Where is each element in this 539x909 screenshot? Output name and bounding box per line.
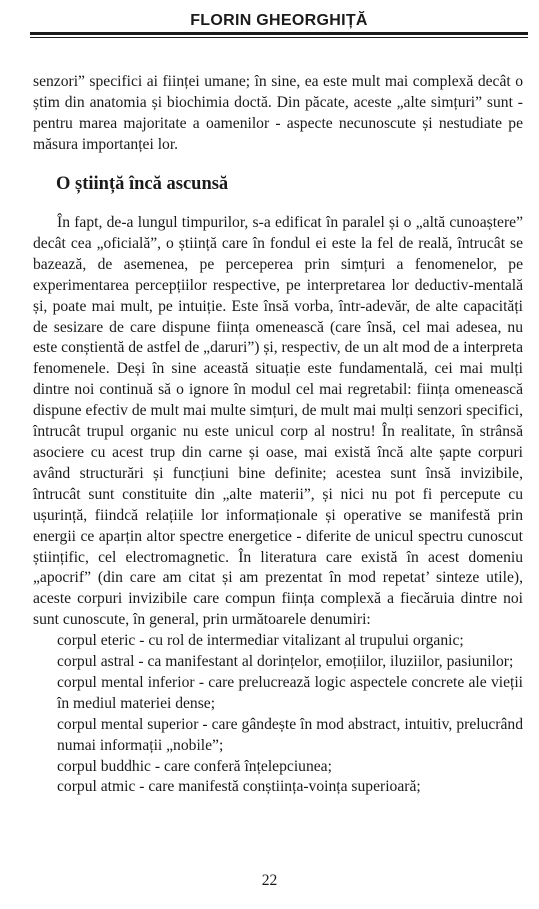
header-rule-thin bbox=[30, 37, 528, 38]
main-paragraph: În fapt, de-a lungul timpurilor, s-a edificat în paralel și o „altă cunoaștere” decât cea „oficială”, o știință care în fondul ei este la fel de reală, întrucât se bazează, de asemenea, pe perceperea prin simțuri a fenomenelor, pe experimentarea percepțiilor respective, pe interpretarea lor deductiv-mentală și, poate mai mult, pe intuiție. Este însă vorba, într-adevăr, de alte capacități de sesizare de care dispune ființa omenească (care însă, cel mai adesea, nu este conștientă de astfel de „daruri”) și, respectiv, de un alt mod de a interpreta fenomenele. Deși în sine această situație este fundamentală, cei mai mulți dintre noi continuă să o ignore în modul cel mai regretabil: ființa omenească dispune efectiv de mult mai multe simțuri, de mult mai mulți senzori specifici, întrucât trupul organic nu este unicul corp al nostru! În realitate, în strânsă asociere cu acest trup din carne și oase, mai există încă alte șapte corpuri având structurări și funcțiuni bine definite; acestea sunt însă invizibile, întrucât sunt constituite din „alte materii”, și nici nu pot fi percepute cu ușurință, fiindcă relațiile lor informaționale și operative se manifestă prin energii ce aparțin altor spectre energetice - diferite de unicul spectru cunoscut științific, cel electromagnetic. În literatura care există în acest domeniu „apocrif” (din care am citat și am prezentat în mod repetat’ sinteze utile), aceste corpuri invizibile care compun ființa complexă a fiecăruia dintre noi sunt cunoscute, în general, prin următoarele denumiri: bbox=[33, 214, 523, 629]
list-item bbox=[33, 777, 523, 798]
list-item-text: corpul buddhic - care conferă înțelepciunea; bbox=[57, 757, 332, 775]
list-item bbox=[33, 673, 523, 715]
list-item-text: corpul mental superior - care gândește în mod abstract, intuitiv, prelucrând numai informații „nobile”; bbox=[57, 715, 523, 754]
section-body bbox=[33, 213, 523, 798]
running-header bbox=[30, 8, 528, 38]
subtle-bodies-list bbox=[33, 631, 523, 798]
section-heading: O știință încă ascunsă bbox=[56, 174, 229, 194]
page-number: 22 bbox=[261, 872, 278, 889]
intro-paragraph: senzori” specifici ai ființei umane; în sine, ea este mult mai complexă decât o știm din anatomia și biochimia doctă. Din păcate, aceste „alte simțuri” sunt - pentru marea majoritate a oamenilor - aspecte necunoscute și nestudiate pe măsura importanței lor. bbox=[33, 73, 523, 153]
header-rule-thick bbox=[30, 32, 528, 35]
list-item bbox=[33, 715, 523, 757]
list-item bbox=[33, 757, 523, 778]
list-item bbox=[33, 631, 523, 652]
list-item bbox=[33, 652, 523, 673]
list-item-text: corpul atmic - care manifestă conștiința-voința superioară; bbox=[57, 778, 421, 796]
list-item-text: corpul mental inferior - care prelucrează logic aspectele concrete ale vieții în mediul materiei dense; bbox=[57, 673, 523, 712]
list-item-text: corpul eteric - cu rol de intermediar vitalizant al trupului organic; bbox=[57, 632, 464, 650]
author-name: FLORIN GHEORGHIȚĂ bbox=[190, 12, 368, 29]
intro-text-block bbox=[33, 72, 523, 156]
list-item-text: corpul astral - ca manifestant al dorințelor, emoțiilor, iluziilor, pasiunilor; bbox=[57, 653, 514, 671]
